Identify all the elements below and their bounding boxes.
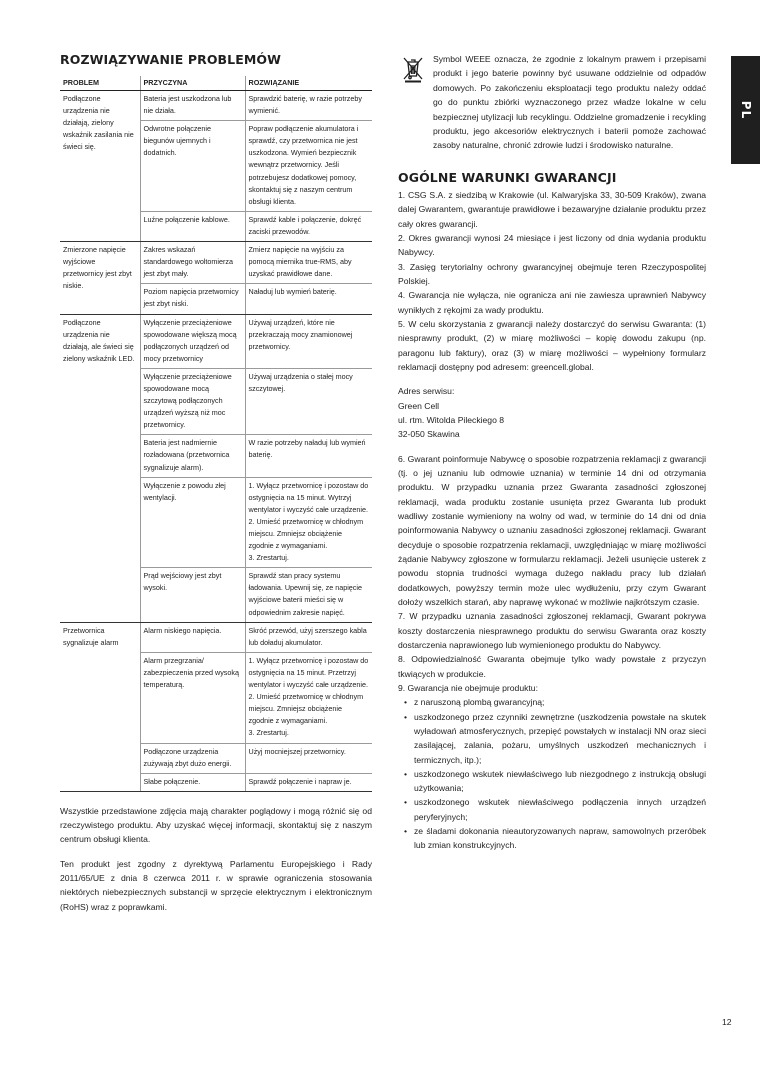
cause-cell: Poziom napięcia przetwornicy jest zbyt niski. <box>140 284 245 314</box>
crossed-out-wheelie-bin-icon <box>401 55 425 83</box>
list-item: • uszkodzonego wskutek niewłaściwego lub niezgodnego z instrukcją obsługi użytkowania; <box>414 767 706 796</box>
warranty-clause-8: 8. Odpowiedzialność Gwaranta obejmuje tylko wady powstałe z przyczyn tkwiących w produkcie. <box>398 654 706 679</box>
service-address-line: 32-050 Skawina <box>398 429 460 440</box>
warranty-clause-6: 6. Gwarant poinformuje Nabywcę o sposobie rozpatrzenia reklamacji z gwarancji (tj. o jej uznaniu lub odmowie uznania) w terminie 14 dni od otrzymania produktu. W przypadku uznania przez Gwaranta zasadności zgłoszonej reklamacji, wada produktu zostanie usunięta przez Gwaranta lub produkt wadliwy zostanie wymieniony na wolny od wad, w terminie do 14 dni od dnia poinformowania Nabywcy o uznaniu zasadności zgłoszonej reklamacji. Gwarant decyduje o sposobie rozpatrzenia reklamacji, uwzględniając w miarę możliwości żądanie Nabywcy zgłoszone w formularzu reklamacji. Jeżeli usunięcie usterek z powodu stopnia trudności wymaga dużego nakładu pracy lub działań dodatkowych, powyższy termin może ulec wydłużeniu, przy czym Gwarant dołoży wszelkich starań, aby naprawę wykonać w możliwie najkrótszym czasie. <box>398 453 706 607</box>
solution-cell: Sprawdzić baterię, w razie potrzeby wymienić. <box>245 91 372 121</box>
cause-cell: Odwrotne połączenie biegunów ujemnych i dodatnich. <box>140 121 245 212</box>
solution-cell: Popraw podłączenie akumulatora i sprawdź, czy przetwornica nie jest uszkodzona. Wymień bezpiecznik wewnątrz przetwornicy. Jeśli potrzebujesz dodatkowej pomocy, skontaktuj się z naszym centrum obsługi klienta. <box>245 121 372 212</box>
cause-cell: Wyłączenie przeciążeniowe spowodowane większą mocą podłączonych urządzeń od mocy przetwornicy <box>140 314 245 368</box>
warranty-clause-9: 9. Gwarancja nie obejmuje produktu: <box>398 683 538 693</box>
list-item: • uszkodzonego wskutek niewłaściwego podłączenia innych urządzeń peryferyjnych; <box>414 795 706 824</box>
warranty-clause-2: 2. Okres gwarancji wynosi 24 miesiące i jest liczony od dnia wydania produktu Nabywcy. <box>398 232 706 258</box>
service-address-line: ul. rtm. Witolda Pileckiego 8 <box>398 414 505 425</box>
warranty-clause-4: 4. Gwarancja nie wyłącza, nie ogranicza ani nie zawiesza uprawnień Nabywcy wynikłych z rękojmi za wady produktu. <box>398 290 706 315</box>
table-row <box>60 314 372 368</box>
cause-cell: Alarm niskiego napięcia. <box>140 622 245 652</box>
col-header-solution: ROZWIĄZANIE <box>245 76 372 91</box>
problem-cell: Przetwornica sygnalizuje alarm <box>60 622 140 791</box>
warranty-clause-1: 1. CSG S.A. z siedzibą w Krakowie (ul. Kalwaryjska 33, 30-509 Kraków), zwana dalej Gwarantem, gwarantuje prawidłowe i bezawaryjne działanie produktu przez cały okres gwarancji. <box>398 189 706 229</box>
left-column <box>60 52 372 914</box>
solution-cell: Używaj urządzenia o stałej mocy szczytowej. <box>245 368 372 434</box>
solution-cell: Użyj mocniejszej przetwornicy. <box>245 743 372 773</box>
warranty-clause-3: 3. Zasięg terytorialny ochrony gwarancyjnej obejmuje teren Rzeczypospolitej Polskiej. <box>398 261 706 286</box>
cause-cell: Słabe połączenie. <box>140 773 245 791</box>
warranty-exclusions-list <box>398 695 706 852</box>
cause-cell: Podłączone urządzenia zużywają zbyt dużo energii. <box>140 743 245 773</box>
photos-disclaimer: Wszystkie przedstawione zdjęcia mają charakter poglądowy i mogą różnić się od rzeczywistego produktu. Aby uzyskać więcej informacji, skontaktuj się z naszym centrum obsługi klienta. <box>60 805 372 845</box>
col-header-problem: PROBLEM <box>60 76 140 91</box>
troubleshooting-table <box>60 76 372 792</box>
language-tab <box>731 56 760 164</box>
weee-block <box>398 52 706 153</box>
table-header-row <box>60 76 372 91</box>
list-item: • uszkodzonego przez czynniki zewnętrzne (uszkodzenia powstałe na skutek wyładowań atmosferycznych, przepięć powstałych w instalacji NN oraz sieci zasilającej, zalania, pożaru, umyślnych uszkodzeń mechanicznych i termicznych, itp.); <box>414 710 706 767</box>
problem-cell: Podłączone urządzenia nie działają, zielony wskaźnik zasilania nie świeci się. <box>60 91 140 242</box>
cause-cell: Wyłączenie przeciążeniowe spowodowane mocą szczytową podłączonych urządzeń wyższą niż moc przetwornicy. <box>140 368 245 434</box>
cause-cell: Luźne połączenie kablowe. <box>140 211 245 241</box>
service-address-label: Adres serwisu: <box>398 386 455 397</box>
solution-cell: Naładuj lub wymień baterię. <box>245 284 372 314</box>
warranty-title: OGÓLNE WARUNKI GWARANCJI <box>398 169 617 185</box>
solution-cell: 1. Wyłącz przetwornicę i pozostaw do ostygnięcia na 15 minut. Przetrzyj wentylator i wyczyść całe urządzenie. 2. Umieść przetwornicę w chłodnym miejscu. Zmniejsz obciążenie zgodnie z wymaganiami. 3. Zrestartuj. <box>245 652 372 743</box>
table-row <box>60 622 372 652</box>
solution-cell: Zmierz napięcie na wyjściu za pomocą miernika true-RMS, aby uzyskać prawidłowe dane. <box>245 242 372 284</box>
language-tab-label: PL <box>738 100 753 120</box>
list-item: • z naruszoną plombą gwarancyjną; <box>414 695 706 709</box>
cause-cell: Bateria jest uszkodzona lub nie działa. <box>140 91 245 121</box>
cause-cell: Zakres wskazań standardowego woltomierza jest zbyt mały. <box>140 242 245 284</box>
col-header-cause: PRZYCZYNA <box>140 76 245 91</box>
solution-cell: Sprawdź stan pracy systemu ładowania. Upewnij się, ze napięcie wyjściowe baterii mieści się w odpowiednim zakresie napięć. <box>245 568 372 622</box>
page-number: 12 <box>722 1017 732 1027</box>
problem-cell: Zmierzone napięcie wyjściowe przetwornicy jest zbyt niskie. <box>60 242 140 314</box>
weee-text: Symbol WEEE oznacza, że zgodnie z lokalnym prawem i przepisami produkt i jego baterie powinny być usuwane oddzielnie od odpadów domowych. Po zakończeniu eksploatacji tego produktu należy oddać go do punktu zbiórki wyznaczonego przez władze lokalne w celu bezpiecznej utylizacji lub recyklingu. Oddzielne gromadzenie i recykling produktu, jego akcesoriów elektrycznych i baterii pomoże zachować zasoby naturalne, chronić zdrowie ludzi i środowisko naturalne. <box>433 54 706 151</box>
right-column <box>398 52 706 853</box>
warranty-clause-7: 7. W przypadku uznania zasadności zgłoszonej reklamacji, Gwarant pokrywa koszty dostarczenia niesprawnego produktu do serwisu Gwaranta oraz koszty dostarczenia naprawionego lub wymienionego produktu do Nabywcy. <box>398 611 706 650</box>
warranty-clause-5: 5. W celu skorzystania z gwarancji należy dostarczyć do serwisu Gwaranta: (1) niesprawny produkt, (2) w miarę możliwości – kopię dowodu zakupu (np. paragonu lub faktury), oraz (3) w miarę możliwości – wypełniony formularz reklamacji dostępny pod adresem: greencell.global. <box>398 318 706 372</box>
solution-cell: Sprawdź połączenie i napraw je. <box>245 773 372 791</box>
rohs-statement: Ten produkt jest zgodny z dyrektywą Parlamentu Europejskiego i Rady 2011/65/UE z dnia 8 czerwca 2011 r. w sprawie ograniczenia stosowania niektórych niebezpiecznych substancji w sprzęcie elektrycznym i elektronicznym (RoHS) wraz z poprawkami. <box>60 858 372 912</box>
list-item: • ze śladami dokonania nieautoryzowanych napraw, samowolnych przeróbek lub zmian konstrukcyjnych. <box>414 824 706 853</box>
cause-cell: Wyłączenie z powodu złej wentylacji. <box>140 477 245 568</box>
solution-cell: Sprawdź kable i połączenie, dokręć zaciski przewodów. <box>245 211 372 241</box>
service-address-line: Green Cell <box>398 400 440 411</box>
solution-cell: Używaj urządzeń, które nie przekraczają mocy znamionowej przetwornicy. <box>245 314 372 368</box>
troubleshooting-title: ROZWIĄZYWANIE PROBLEMÓW <box>60 52 282 67</box>
table-row <box>60 91 372 121</box>
table-row <box>60 242 372 284</box>
solution-cell: 1. Wyłącz przetwornicę i pozostaw do ostygnięcia na 15 minut. Wytrzyj wentylator i wyczyść całe urządzenie. 2. Umieść przetwornicę w chłodnym miejscu. Zmniejsz obciążenie zgodnie z wymaganiami. 3. Zrestartuj. <box>245 477 372 568</box>
problem-cell: Podłączone urządzenia nie działają, ale świeci się zielony wskaźnik LED. <box>60 314 140 622</box>
solution-cell: W razie potrzeby naładuj lub wymień baterię. <box>245 435 372 477</box>
cause-cell: Alarm przegrzania/ zabezpieczenia przed wysoką temperaturą. <box>140 652 245 743</box>
service-address <box>398 384 706 441</box>
cause-cell: Prąd wejściowy jest zbyt wysoki. <box>140 568 245 622</box>
cause-cell: Bateria jest nadmiernie rozładowana (przetwornica sygnalizuje alarm). <box>140 435 245 477</box>
solution-cell: Skróć przewód, użyj szerszego kabla lub doładuj akumulator. <box>245 622 372 652</box>
